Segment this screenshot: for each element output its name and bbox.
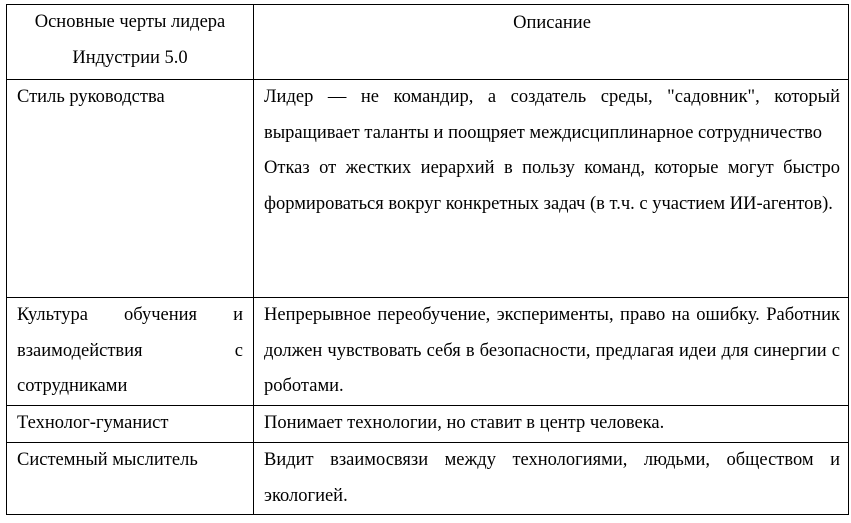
description-cell <box>254 406 849 443</box>
trait-cell <box>7 80 254 298</box>
description-cell <box>254 443 849 515</box>
leader-traits-table <box>6 4 849 515</box>
header-traits-line-1: Основные черты лидера <box>34 12 226 32</box>
trait-text: Системный мыслитель <box>17 450 198 470</box>
header-description-text: Описание <box>513 13 591 33</box>
description-cell <box>254 298 849 406</box>
trait-text: Технолог-гуманист <box>17 413 169 433</box>
description-paragraph: Видит взаимосвязи между технологиями, людьми, обществом и экологией. <box>264 450 840 506</box>
table-row <box>7 406 849 443</box>
table-header-row <box>7 5 849 80</box>
trait-cell <box>7 298 254 406</box>
header-cell-description <box>254 5 849 80</box>
table-row <box>7 298 849 406</box>
description-paragraph: Понимает технологии, но ставит в центр человека. <box>264 413 665 433</box>
description-paragraph: Лидер — не командир, а создатель среды, "садовник", который выращивает таланты и поощряет междисциплинарное сотрудничество <box>264 87 840 143</box>
trait-cell <box>7 443 254 515</box>
description-paragraph: Непрерывное переобучение, эксперименты, право на ошибку. Работник должен чувствовать себя в безопасности, предлагая идеи для синергии с роботами. <box>264 305 840 396</box>
table-row <box>7 80 849 298</box>
trait-text: Стиль руководства <box>17 87 165 107</box>
header-traits-line-2: Индустрии 5.0 <box>72 47 188 68</box>
header-cell-traits <box>7 5 254 80</box>
trait-cell <box>7 406 254 443</box>
table-row <box>7 443 849 515</box>
trait-text: Культура обучения и взаимодействия с сотрудниками <box>17 305 243 396</box>
description-paragraph: Отказ от жестких иерархий в пользу команд, которые могут быстро формироваться вокруг конкретных задач (в т.ч. с участием ИИ-агентов). <box>264 158 840 214</box>
description-cell <box>254 80 849 298</box>
